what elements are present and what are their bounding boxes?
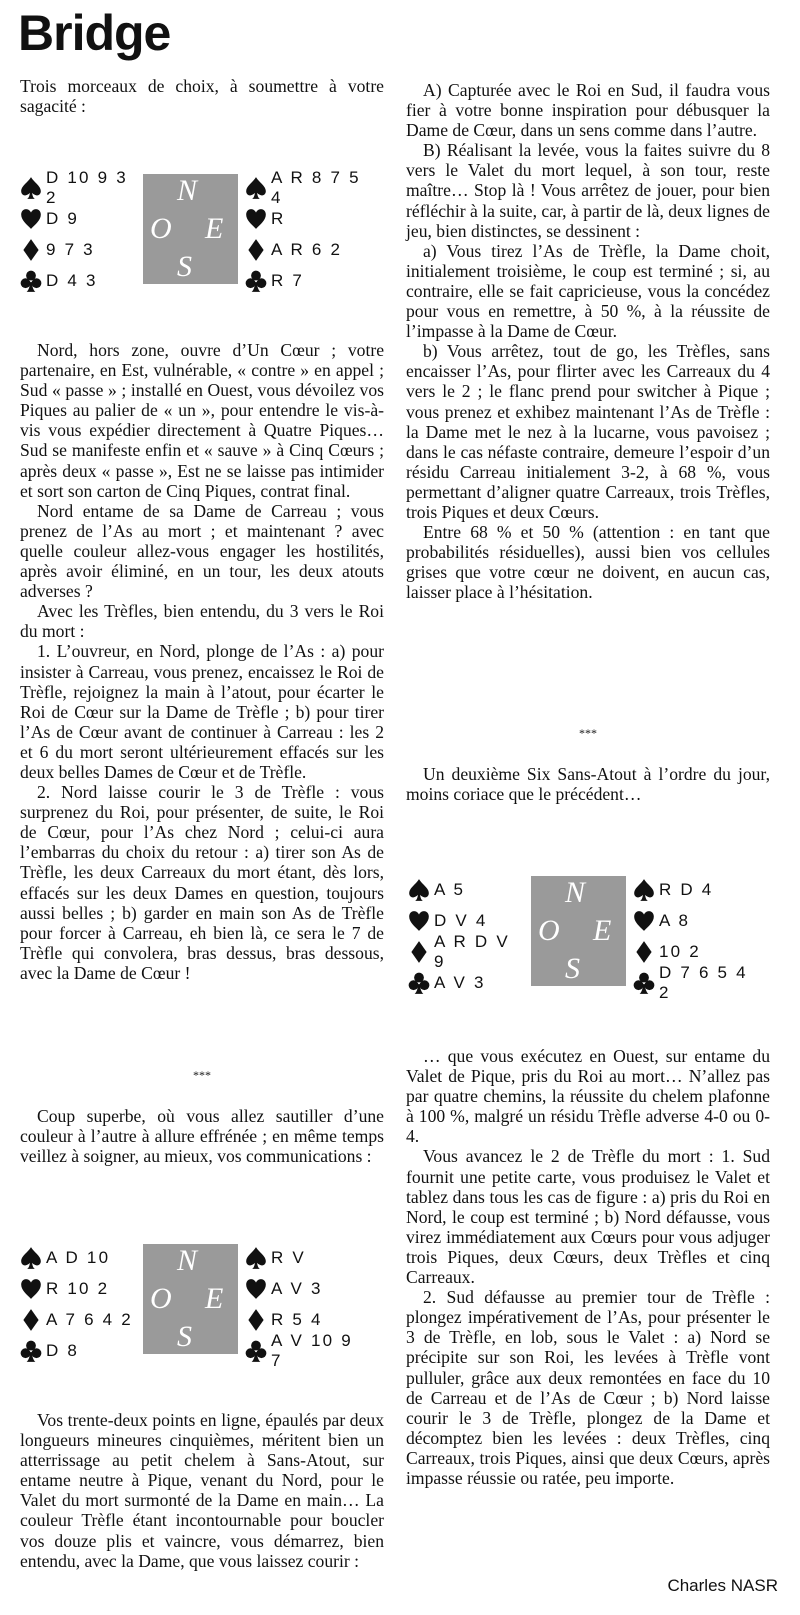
- card-holding: D V 4: [434, 910, 488, 930]
- east-hand: [633, 874, 753, 1002]
- right-column-body-2: [406, 764, 770, 804]
- article-paragraph: A) Capturée avec le Roi en Sud, il faudra vous fier à votre bonne inspiration pour débusquer la Dame de Cœur, dans un sens comme dans l’autre.: [406, 80, 770, 141]
- east-hand: [245, 1242, 365, 1370]
- article-paragraph: Coup superbe, où vous allez sautiller d’une couleur à l’autre à allure effrénée ; en même temps veillez à soigner, au mieux, vos communications :: [20, 1106, 384, 1167]
- separator: [20, 1068, 384, 1082]
- compass-o: O: [150, 212, 172, 245]
- hand-line: [20, 1273, 140, 1304]
- compass-e: E: [593, 914, 612, 947]
- card-holding: A 8: [659, 910, 691, 930]
- heart-icon: [245, 207, 267, 231]
- spade-icon: [20, 176, 42, 200]
- compass-box: [531, 876, 626, 986]
- article-paragraph: Nord, hors zone, ouvre d’Un Cœur ; votre partenaire, en Est, vulnérable, « contre » en appel ; Sud « passe » ; installé en Ouest, vous dévoilez vos Piques au palier de « un », pour entendre le vis-à-vis vous expédier directement à Quatre Piques… Sud se manifeste enfin et « sauve » à Cinq Cœurs ; après deux « passe », Est ne se laisse pas intimider et sort son carton de Cinq Piques, contrat final.: [20, 340, 384, 501]
- spade-icon: [245, 1246, 267, 1270]
- card-holding: A R 8 7 5 4: [271, 167, 361, 207]
- card-holding: A V 3: [271, 1278, 323, 1298]
- article-paragraph: b) Vous arrêtez, tout de go, les Trèfles, sans encaisser l’As, pour flirter avec les Carreaux du 4 vers le 2 ; le flanc prend pour switcher à Pique ; vous prenez et exhibez maintenant l’As de Trèfle : la Dame met le nez à la lucarne, vous pavoisez ; dans le cas néfaste contraire, demeure l’espoir d’un résidu Carreau initialement 3-2, à 68 %, vous permettant d’aligner quatre Carreaux, trois Trèfles, trois Piques et deux Cœurs.: [406, 341, 770, 522]
- spade-icon: [245, 176, 267, 200]
- right-column-body-3: [406, 1046, 770, 1488]
- card-holding: A 5: [434, 879, 466, 899]
- article-paragraph: Entre 68 % et 50 % (attention : en tant que probabilités résiduelles), aussi bien vos cellules grises que votre cœur ne doivent, en aucun cas, laisser place à l’hésitation.: [406, 522, 770, 603]
- hand-line: [20, 167, 140, 207]
- diamond-icon: [245, 1308, 267, 1332]
- compass-n: N: [177, 174, 198, 207]
- spade-icon: [408, 878, 430, 902]
- hand-line: [633, 905, 753, 936]
- hand-line: [20, 234, 140, 265]
- bridge-deal: [408, 874, 768, 1002]
- spade-icon: [633, 878, 655, 902]
- card-holding: A V 3: [434, 972, 486, 992]
- hand-line: [408, 967, 528, 998]
- left-column-body: [20, 340, 384, 983]
- article-paragraph: 2. Nord laisse courir le 3 de Trèfle : vous surprenez du Roi, pour présenter, de suite, le Roi de Cœur, pour l’As chez Nord ; celui-ci aura l’embarras du choix du retour : a) tirer son As de Trèfle, les deux Carreaux du mort étant, dès lors, effacés sur les deux Dames en question, toujours aussi belles ; b) garder en main son As de Trèfle pour forcer à Carreau, eh bien là, ce sera le 7 de Trèfle qui convolera, bras dessus, bras dessous, avec la Dame de Cœur !: [20, 782, 384, 983]
- spade-icon: [20, 1246, 42, 1270]
- diamond-icon: [245, 238, 267, 262]
- article-paragraph: Un deuxième Six Sans-Atout à l’ordre du jour, moins coriace que le précédent…: [406, 764, 770, 805]
- card-holding: R D 4: [659, 879, 714, 899]
- article-paragraph: Vos trente-deux points en ligne, épaulés par deux longueurs mineures cinquièmes, méritent bien un atterrissage au petit chelem à Sans-Atout, sur entame neutre à Pique, venant du Nord, pour le Valet du mort surmonté de la Dame en main… La couleur Trèfle étant incontournable pour boucler vos douze plis et vaincre, vous démarrez, bien entendu, avec la Dame, que vous laissez courir :: [20, 1410, 384, 1571]
- hand-line: [245, 1273, 365, 1304]
- hand-line: [20, 1335, 140, 1366]
- hand-line: [245, 203, 365, 234]
- hand-line: [20, 203, 140, 234]
- hand-line: [633, 962, 753, 1002]
- compass-e: E: [205, 1282, 224, 1315]
- heart-icon: [408, 909, 430, 933]
- compass-n: N: [177, 1244, 198, 1277]
- hand-line: [633, 874, 753, 905]
- compass-box: [143, 1244, 238, 1354]
- separator-stars: ***: [193, 1068, 211, 1082]
- article-paragraph: 1. L’ouvreur, en Nord, plonge de l’As : a) pour insister à Carreau, vous prenez, encaissez le Roi de Trèfle, rejoignez la main à l’atout, pour écarter le Roi de Cœur sur la Dame de Trèfle ; b) pour tirer l’As de Cœur avant de continuer à Carreau : les 2 et 6 du mort seront ultérieurement effacés sur les deux belles Dames de Cœur et de Trèfle.: [20, 641, 384, 782]
- page-title: Bridge: [18, 5, 171, 61]
- club-icon: [408, 971, 430, 995]
- card-holding: R 5 4: [271, 1309, 323, 1329]
- club-icon: [20, 1339, 42, 1363]
- left-column-body-2: [20, 1106, 384, 1166]
- article-paragraph: … que vous exécutez en Ouest, sur entame du Valet de Pique, pris du Roi au mort… N’allez pas par quatre chemins, la réussite du chelem plafonne à 100 %, malgré un résidu Trèfle adverse 4-0 ou 0-4.: [406, 1046, 770, 1147]
- heart-icon: [245, 1277, 267, 1301]
- card-holding: 9 7 3: [46, 239, 95, 259]
- card-holding: D 8: [46, 1340, 80, 1360]
- intro-paragraph: Trois morceaux de choix, à soumettre à votre sagacité :: [20, 76, 384, 117]
- compass-box: [143, 174, 238, 284]
- card-holding: A D 10: [46, 1247, 111, 1267]
- card-holding: D 9: [46, 208, 80, 228]
- diamond-icon: [20, 238, 42, 262]
- hand-line: [408, 931, 528, 971]
- heart-icon: [20, 207, 42, 231]
- bridge-deal: [20, 167, 380, 300]
- card-holding: R: [271, 208, 286, 228]
- east-hand: [245, 167, 365, 296]
- compass-s: S: [177, 250, 192, 283]
- club-icon: [245, 269, 267, 293]
- separator: [406, 726, 770, 740]
- club-icon: [633, 971, 655, 995]
- compass-o: O: [150, 1282, 172, 1315]
- hand-line: [20, 265, 140, 296]
- card-holding: R V: [271, 1247, 306, 1267]
- card-holding: A R 6 2: [271, 239, 343, 259]
- intro-block: [20, 76, 384, 116]
- card-holding: D 4 3: [46, 270, 98, 290]
- article-paragraph: Nord entame de sa Dame de Carreau ; vous prenez de l’As au mort ; et maintenant ? avec quelle couleur allez-vous engager les hostilités, après avoir éliminé, en un tour, les deux atouts adverses ?: [20, 500, 384, 602]
- diamond-icon: [408, 940, 430, 964]
- card-holding: D 7 6 5 4 2: [659, 962, 748, 1002]
- west-hand: [20, 167, 140, 296]
- west-hand: [20, 1242, 140, 1366]
- club-icon: [20, 269, 42, 293]
- hand-line: [20, 1304, 140, 1335]
- west-hand: [408, 874, 528, 998]
- hand-line: [245, 167, 365, 207]
- hand-line: [20, 1242, 140, 1273]
- card-holding: A V 10 9 7: [271, 1330, 353, 1370]
- card-holding: 10 2: [659, 941, 701, 961]
- compass-o: O: [538, 914, 560, 947]
- article-paragraph: a) Vous tirez l’As de Trèfle, la Dame choit, initialement troisième, le coup est terminé ; si, au contraire, elle se fait capricieuse, vous la concédez pour vous en remettre, à 50 %, à la réussite de l’impasse à la Dame de Cœur.: [406, 240, 770, 342]
- card-holding: A 7 6 4 2: [46, 1309, 133, 1329]
- card-holding: D 10 9 3 2: [46, 167, 128, 207]
- article-paragraph: 2. Sud défausse au premier tour de Trèfle : plongez impérativement de l’As, pour présenter le 3 de Trèfle, en lob, sous le Valet : a) Nord se précipite sur son Roi, les levées à Trèfle vont pulluler, grâce aux deux remontées en face du 10 de Carreau et de l’As de Cœur ; b) Nord laisse courir le 3 de Trèfle, plongez de la Dame et décomptez bien les levées : deux Trèfles, cinq Carreaux, trois Piques, ainsi que deux Cœurs, après impasse réussie ou ratée, peu importe.: [406, 1287, 770, 1488]
- heart-icon: [20, 1277, 42, 1301]
- bridge-deal: [20, 1242, 380, 1370]
- compass-s: S: [177, 1320, 192, 1353]
- compass-e: E: [205, 212, 224, 245]
- hand-line: [245, 234, 365, 265]
- card-holding: R 10 2: [46, 1278, 110, 1298]
- hand-line: [245, 1242, 365, 1273]
- hand-line: [245, 1330, 365, 1370]
- hand-line: [245, 265, 365, 296]
- article-paragraph: Vous avancez le 2 de Trèfle du mort : 1. Sud fournit une petite carte, vous produisez le Valet et tablez dans tous les cas de figure : a) pris du Roi en Nord, le coup est terminé ; b) Nord défausse, vous virez immédiatement aux Cœurs pour vous adjuger trois Piques, deux Cœurs, deux Trèfles et cinq Carreaux.: [406, 1146, 770, 1288]
- diamond-icon: [20, 1308, 42, 1332]
- article-paragraph: B) Réalisant la levée, vous la faites suivre du 8 vers le Valet du mort lequel, à son tour, reste maître… Stop là ! Vous arrêtez de jouer, pour bien réfléchir à la suite, car, à partir de là, deux lignes de jeu, bien distinctes, se dessinent :: [406, 140, 770, 241]
- diamond-icon: [633, 940, 655, 964]
- hand-line: [408, 874, 528, 905]
- club-icon: [245, 1339, 267, 1363]
- compass-s: S: [565, 952, 580, 985]
- card-holding: R 7: [271, 270, 305, 290]
- left-column-body-3: [20, 1410, 384, 1571]
- heart-icon: [633, 909, 655, 933]
- right-column-body: [406, 80, 770, 602]
- card-holding: A R D V 9: [434, 931, 510, 971]
- author-signature: Charles NASR: [667, 1576, 778, 1595]
- article-paragraph: Avec les Trèfles, bien entendu, du 3 vers le Roi du mort :: [20, 601, 384, 642]
- separator-stars: ***: [579, 726, 597, 740]
- compass-n: N: [565, 876, 586, 909]
